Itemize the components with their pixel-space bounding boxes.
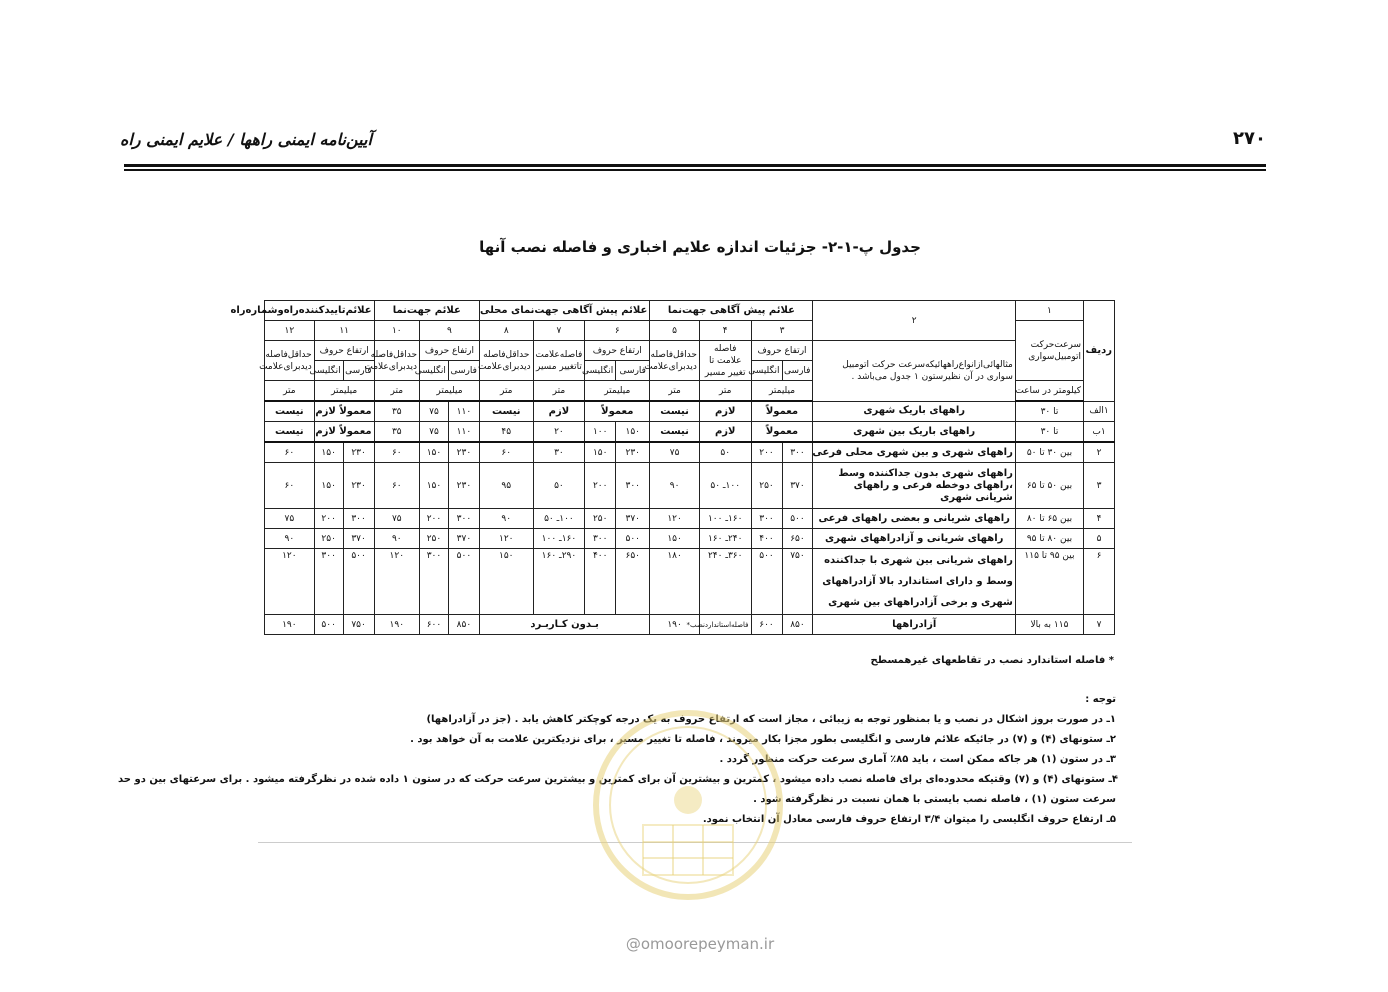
group-advance-local: علائم پیش آگاهی جهت‌نمای محلی <box>479 301 649 321</box>
table-footnote: * فاصله استاندارد نصب در تقاطعهای غیرهمسطح <box>870 655 1114 666</box>
running-title: آیین‌نامه ایمنی راهها / علایم ایمنی راه <box>120 130 372 149</box>
table-row: ۲ بین ۳۰ تا ۵۰ راههای شهری و بین شهری محلی فرعی ۳۰۰ ۲۰۰ ۵۰ ۷۵ ۲۳۰ ۱۵۰ ۳۰ ۶۰ ۲۳۰ ۱۵۰ ۶۰ ۲۳۰ ۱۵۰ ۶۰ <box>265 442 1115 463</box>
page-number: ۲۷۰ <box>1233 128 1266 149</box>
table-row: ۳ بین ۵۰ تا ۶۵ راههای شهری بدون جداکننده وسط ،راههای دوخطه فرعی و راههای شریانی شهری ۳۷۰ ۲۵۰ ۱۰۰ـ ۵۰ ۹۰ ۳۰۰ ۲۰۰ ۵۰ ۹۵ ۲۳۰ ۱۵۰ ۶۰ ۲۳۰ ۱۵۰ ۶۰ <box>265 463 1115 509</box>
table-row: ۴ بین ۶۵ تا ۸۰ راههای شریانی و بعضی راههای فرعی ۵۰۰ ۳۰۰ ۱۶۰ـ ۱۰۰ ۱۲۰ ۳۷۰ ۲۵۰ ۱۰۰ـ ۵۰ ۹۰ ۳۰۰ ۲۰۰ ۷۵ ۳۰۰ ۲۰۰ ۷۵ <box>265 509 1115 529</box>
page-header <box>120 128 1266 158</box>
table-row: ۱ب تا ۳۰ راههای باریک بین شهری معمولاً لازم نیست ۱۵۰ ۱۰۰ ۲۰ ۴۵ ۱۱۰ ۷۵ ۳۵ معمولاً لازم نیست <box>265 422 1115 443</box>
radif-header: ردیف <box>1084 301 1115 402</box>
note-line: ۲ـ ستونهای (۴) و (۷) در جائیکه علائم فارسی و انگلیسی بطور مجزا بکار میروند ، فاصله تا تغییر مسیر ، برای نزدیکترین علامت به آن خواهد بود . <box>410 734 1116 745</box>
table-row: ۶ بین ۹۵ تا ۱۱۵ راههای شریانی بین شهری با جداکننده وسط و دارای استاندارد بالا آزادراههای شهری و برخی آزادراههای بین شهری ۷۵۰ ۵۰۰ ۳۶۰ـ ۲۴۰ ۱۸۰ ۶۵۰ ۴۰۰ ۲۹۰ـ ۱۶۰ ۱۵۰ ۵۰۰ ۳۰۰ ۱۲۰ ۵۰۰ ۳۰۰ ۱۲۰ <box>265 549 1115 615</box>
table-row: ۱الف تا ۳۰ راههای باریک شهری معمولاً لازم نیست معمولاً لازم نیست ۱۱۰ ۷۵ ۳۵ معمولاً لازم نیست <box>265 401 1115 422</box>
group-confirm: علائم‌تاییدکننده‌راه‌وشماره‌راه <box>265 301 375 321</box>
note-line: ۱ـ در صورت بروز اشکال در نصب و یا بمنظور توجه به زیبائی ، مجاز است که ارتفاع حروف به یک درجه کوچکتر کاهش یابد . (جز در آزادراهها) <box>426 714 1116 725</box>
table-row: ۷ ۱۱۵ به بالا آزادراهها ۸۵۰ ۶۰۰ فاصله‌استانداردنصب* ۱۹۰ بـدون کـاربـرد ۸۵۰ ۶۰۰ ۱۹۰ ۷۵۰ ۵۰۰ ۱۹۰ <box>265 615 1115 635</box>
col2-title: مثالهائی‌ازانواع‌راههائیکه‌سرعت حرکت اتومبیل سواری در آن نظیرستون ۱ جدول می‌باشد . <box>813 341 1015 402</box>
note-line: سرعت ستون (۱) ، فاصله نصب بایستی با همان نسبت در نظرگرفته شود . <box>753 794 1116 805</box>
group-direction: علائم جهت‌نما <box>374 301 479 321</box>
watermark-seal-icon <box>588 705 788 905</box>
notes-title: توجه : <box>1085 694 1116 705</box>
table-caption: جدول پ-۱-۲- جزئیات اندازه علایم اخباری و فاصله نصب آنها <box>479 238 921 256</box>
note-line: ۴ـ ستونهای (۴) و (۷) وقتیکه محدوده‌ای برای فاصله نصب داده میشود ، کمترین و بیشترین آن برای کمترین و بیشترین سرعت حرکت که در ستون ۱ داده شده در نظرگرفته میشود . برای سرعتهای بین دو حد <box>118 774 1118 785</box>
watermark-site: @omoorepeyman.ir <box>625 935 775 953</box>
group-advance-direction: علائم پیش آگاهی جهت‌نما <box>650 301 813 321</box>
note-line: ۳ـ در ستون (۱) هر جاکه ممکن است ، باید ۸۵٪ آماری سرعت حرکت منظور گردد . <box>719 754 1116 765</box>
sign-size-table: ردیف ۱ ۲ علائم پیش آگاهی جهت‌نما علائم پیش آگاهی جهت‌نمای محلی علائم جهت‌نما علائم‌تاییدکننده‌راه‌وشماره‌راه سرعت‌حرکت اتومبیل‌سواری ۳ ۴ ۵ ۶ ۷ ۸ ۹ ۱۰ ۱۱ ۱۲ مثالهائی‌ازانواع‌راههائیکه‌سرعت حرکت اتومبیل سواری در آن نظیرستون ۱ جدول می‌باشد . ارتفاع حروف فاصله علامت تا تغییر مسیر حداقل‌فاصله دیدبرای‌علامت ارتفاع حروف فاصله‌علامت تاتغییر مسیر حداقل‌فاصله دیدبرای‌علامت ارتفاع حروف حداقل‌فاصله دیدبرای‌علامت ارتفاع حروف حداقل‌فاصله دیدبرای‌علامت فارسی انگلیسی فارسی انگلیسی فارسی انگلیسی فارسی انگلیسی کیلومتر در ساعت میلیمتر متر متر میلیمتر متر متر میلیمتر متر میلیمتر متر ۱الف تا ۳۰ راههای باریک شهری معمولاً لازم نیست معمولاً لازم نیست ۱۱۰ ۷۵ ۳۵ معمولاً لازم نیست ۱ب تا ۳۰ راههای باریک بین شهری معمولاً لازم نیست ۱۵۰ ۱۰۰ ۲۰ ۴۵ ۱۱۰ ۷۵ ۳۵ معمولاً لازم نیست ۲ بین ۳۰ تا ۵۰ راههای شهری و بین شهری محلی فرعی ۳۰۰ ۲۰۰ ۵۰ ۷۵ ۲۳۰ ۱۵۰ ۳۰ ۶۰ ۲۳۰ ۱۵۰ ۶۰ ۲۳۰ ۱۵۰ ۶۰ ۳ بین ۵۰ تا ۶۵ راههای شهری بدون جداکننده وسط ،راههای دوخطه فرعی و راههای شریانی شهری ۳۷۰ ۲۵۰ ۱۰۰ـ ۵۰ ۹۰ ۳۰۰ ۲۰۰ ۵۰ ۹۵ ۲۳۰ ۱۵۰ ۶۰ ۲۳۰ ۱۵۰ ۶۰ ۴ بین ۶۵ تا ۸۰ راههای شریانی و بعضی راههای فرعی ۵۰۰ ۳۰۰ ۱۶۰ـ ۱۰۰ ۱۲۰ ۳۷۰ ۲۵۰ ۱۰۰ـ ۵۰ ۹۰ ۳۰۰ ۲۰۰ ۷۵ ۳۰۰ ۲۰۰ ۷۵ ۵ بین ۸۰ تا ۹۵ راههای شریانی و آزادراههای شهری ۶۵۰ ۴۰۰ ۲۴۰ـ ۱۶۰ ۱۵۰ ۵۰۰ ۳۰۰ ۱۶۰ـ ۱۰۰ ۱۲۰ ۳۷۰ ۲۵۰ ۹۰ ۳۷۰ ۲۵۰ ۹۰ ۶ بین ۹۵ تا ۱۱۵ راههای شریانی بین شهری با جداکننده وسط و دارای استاندارد بالا آزادراههای شهری و برخی آزادراههای بین شهری ۷۵۰ ۵۰۰ ۳۶۰ـ ۲۴۰ ۱۸۰ ۶۵۰ ۴۰۰ ۲۹۰ـ ۱۶۰ ۱۵۰ ۵۰۰ ۳۰۰ ۱۲۰ ۵۰۰ ۳۰۰ ۱۲۰ ۷ ۱۱۵ به بالا آزادراهها ۸۵۰ ۶۰۰ فاصله‌استانداردنصب* ۱۹۰ بـدون کـاربـرد ۸۵۰ ۶۰۰ ۱۹۰ ۷۵۰ ۵۰۰ ۱۹۰ <box>264 300 1115 635</box>
header-rule-thin <box>124 169 1266 171</box>
note-line: ۵ـ ارتفاع حروف انگلیسی را میتوان ۳/۴ ارتفاع حروف فارسی معادل آن انتخاب نمود. <box>702 814 1116 825</box>
header-rule-thick <box>124 164 1266 167</box>
table-row: ۵ بین ۸۰ تا ۹۵ راههای شریانی و آزادراههای شهری ۶۵۰ ۴۰۰ ۲۴۰ـ ۱۶۰ ۱۵۰ ۵۰۰ ۳۰۰ ۱۶۰ـ ۱۰۰ ۱۲۰ ۳۷۰ ۲۵۰ ۹۰ ۳۷۰ ۲۵۰ ۹۰ <box>265 529 1115 549</box>
